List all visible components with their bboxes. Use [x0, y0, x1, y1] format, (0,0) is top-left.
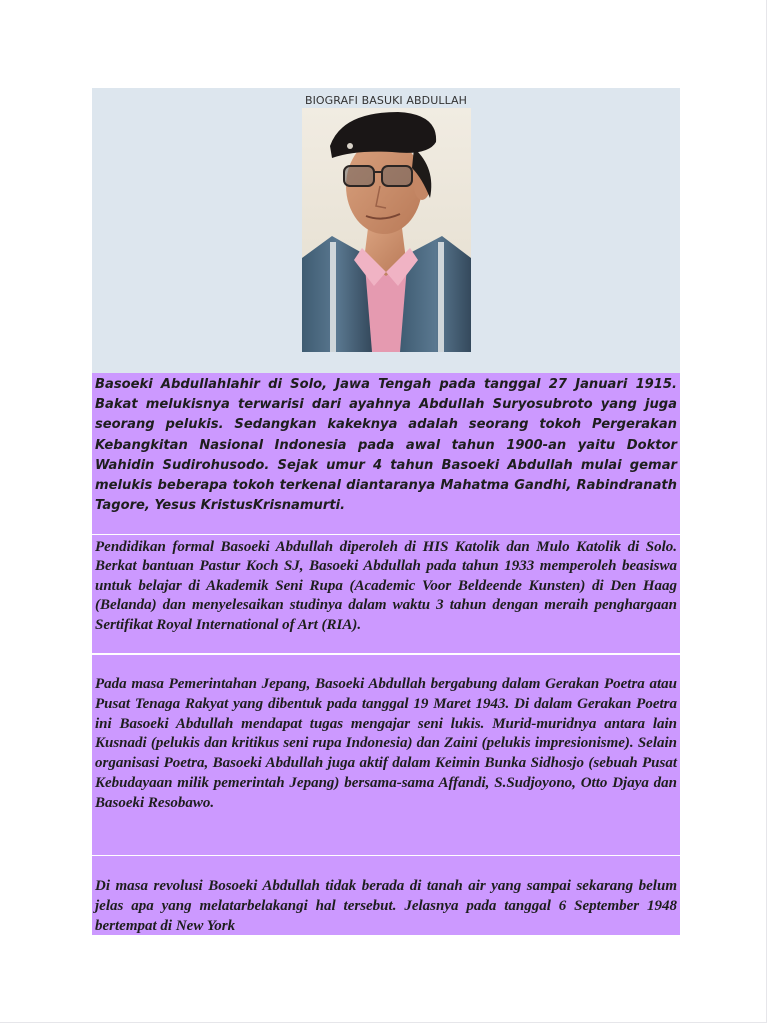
paragraph-revolution	[92, 856, 680, 935]
portrait-illustration	[302, 108, 471, 352]
paragraph-japanese-era	[92, 655, 680, 855]
paragraph-birth	[92, 373, 680, 534]
paragraph-text: Pada masa Pemerintahan Jepang, Basoeki Abdullah bergabung dalam Gerakan Poetra atau Pusat Tenaga Rakyat yang dibentuk pada tanggal 19 Maret 1943. Di dalam Gerakan Poetra ini Basoeki Abdullah mendapat tugas mengajar seni lukis. Murid-muridnya antara lain Kusnadi (pelukis dan kritikus seni rupa Indonesia) dan Zaini (pelukis impresionisme). Selain organisasi Poetra, Basoeki Abdullah juga aktif dalam Keimin Bunka Sidhosjo (sebuah Pusat Kebudayaan milik pemerintah Jepang) bersama-sama Affandi, S.Sudjoyono, Otto Djaya dan Basoeki Resobawo.	[95, 676, 677, 811]
portrait-photo	[302, 108, 471, 352]
paragraph-text: Pendidikan formal Basoeki Abdullah diperoleh di HIS Katolik dan Mulo Katolik di Solo. Berkat bantuan Pastur Koch SJ, Basoeki Abdullah pada tahun 1933 memperoleh beasiswa untuk belajar di Akademik Seni Rupa (Academic Voor Beldeende Kunsten) di Den Haag (Belanda) dan menyelesaikan studinya dalam waktu 3 tahun dengan meraih penghargaan Sertifikat Royal International of Art (RIA).	[95, 539, 677, 633]
document-title: BIOGRAFI BASUKI ABDULLAH	[304, 94, 468, 107]
paragraph-text: Di masa revolusi Bosoeki Abdullah tidak berada di tanah air yang sampai sekarang belum jelas apa yang melatarbelakangi hal tersebut. Jelasnya pada tanggal 6 September 1948 bertempat di New York	[95, 878, 677, 934]
header-section	[92, 88, 680, 373]
paragraph-education	[92, 535, 680, 653]
paragraph-text: Basoeki Abdullahlahir di Solo, Jawa Tengah pada tanggal 27 Januari 1915. Bakat melukisnya terwarisi dari ayahnya Abdullah Suryosubroto yang juga seorang pelukis. Sedangkan kakeknya adalah seorang tokoh Pergerakan Kebangkitan Nasional Indonesia pada awal tahun 1900-an yaitu Doktor Wahidin Sudirohusodo. Sejak umur 4 tahun Basoeki Abdullah mulai gemar melukis beberapa tokoh terkenal diantaranya Mahatma Gandhi, Rabindranath Tagore, Yesus KristusKrisnamurti.	[95, 377, 677, 514]
